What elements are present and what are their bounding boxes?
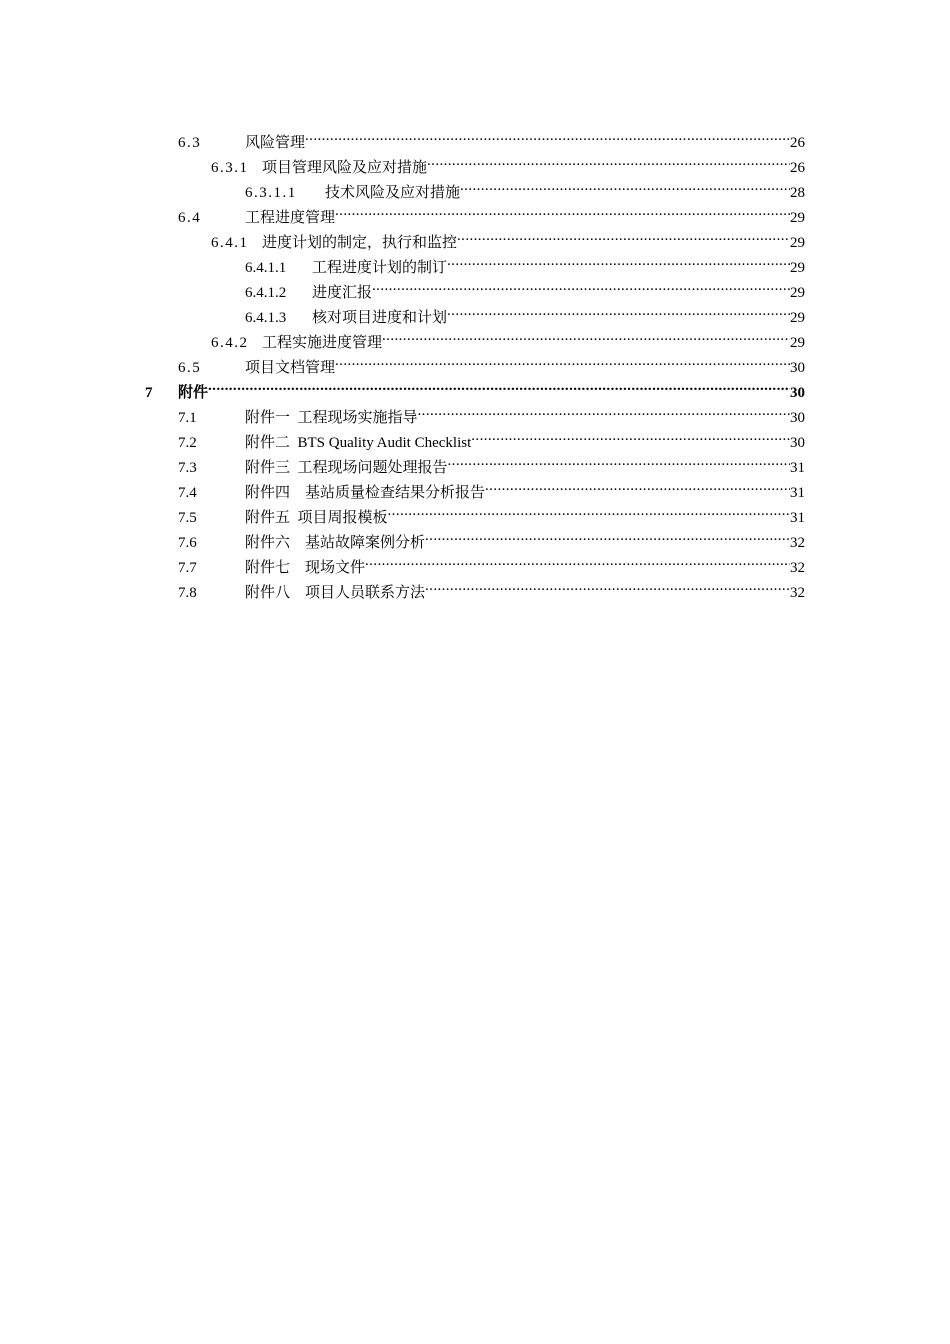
- toc-entry-page: 26: [790, 160, 805, 176]
- toc-entry-page: 30: [790, 385, 805, 401]
- toc-entry[interactable]: [178, 575, 805, 601]
- toc-dot-leader: [425, 575, 790, 597]
- toc-entry-title: 附件四 基站质量检查结果分析报告: [245, 485, 486, 501]
- toc-dot-leader: [365, 550, 790, 572]
- toc-dot-leader: [305, 125, 790, 147]
- toc-entry-page: 29: [790, 285, 805, 301]
- toc-entry-title: 附件八 项目人员联系方法: [245, 585, 426, 601]
- toc-entry-number: 7.6: [178, 535, 197, 551]
- toc-entry-number: 6.3.1: [211, 160, 249, 176]
- toc-entry-page: 31: [790, 485, 805, 501]
- toc-dot-leader: [335, 200, 790, 222]
- toc-dot-leader: [471, 425, 790, 447]
- toc-entry-title: 附件七 现场文件: [245, 560, 366, 576]
- toc-entry-page: 28: [790, 185, 805, 201]
- toc-entry-page: 30: [790, 435, 805, 451]
- toc-entry[interactable]: [211, 150, 805, 176]
- toc-entry-page: 32: [790, 560, 805, 576]
- toc-entry-number: 6.3.1.1: [245, 185, 297, 201]
- toc-dot-leader: [460, 175, 790, 197]
- toc-entry[interactable]: [245, 250, 805, 276]
- toc-dot-leader: [335, 350, 790, 372]
- toc-entry-number: 7.4: [178, 485, 197, 501]
- toc-entry-number: 7.3: [178, 460, 197, 476]
- toc-entry-number: 6.4.2: [211, 335, 249, 351]
- toc-entry-number: 7: [145, 385, 153, 401]
- toc-entry[interactable]: [178, 200, 805, 226]
- toc-entry-title: 附件五 项目周报模板: [245, 510, 388, 526]
- toc-entry-page: 29: [790, 335, 805, 351]
- toc-entry[interactable]: [178, 550, 805, 576]
- toc-entry-title: 工程进度管理: [245, 210, 336, 226]
- toc-entry-page: 29: [790, 210, 805, 226]
- toc-entry-title: 工程进度计划的制订: [312, 260, 448, 276]
- toc-entry-number: 7.2: [178, 435, 197, 451]
- toc-entry-number: 7.8: [178, 585, 197, 601]
- toc-entry-title: 技术风险及应对措施: [325, 185, 461, 201]
- toc-entry-title: 附件三 工程现场问题处理报告: [245, 460, 448, 476]
- toc-entry-number: 7.1: [178, 410, 197, 426]
- toc-dot-leader: [427, 150, 790, 172]
- toc-entry-page: 29: [790, 310, 805, 326]
- toc-dot-leader: [382, 325, 790, 347]
- toc-dot-leader: [388, 500, 790, 522]
- toc-dot-leader: [457, 225, 790, 247]
- toc-entry-page: 32: [790, 535, 805, 551]
- toc-entry-title: 进度计划的制定，执行和监控: [262, 235, 458, 251]
- toc-dot-leader: [448, 450, 790, 472]
- toc-dot-leader: [418, 400, 790, 422]
- toc-entry-page: 32: [790, 585, 805, 601]
- toc-entry-page: 29: [790, 260, 805, 276]
- toc-entry[interactable]: [178, 125, 805, 151]
- toc-dot-leader: [372, 275, 790, 297]
- toc-entry-number: 6.4: [178, 210, 202, 226]
- toc-entry-number: 6.4.1.1: [245, 260, 287, 276]
- toc-entry[interactable]: [245, 275, 805, 301]
- toc-entry-page: 30: [790, 360, 805, 376]
- toc-entry-page: 26: [790, 135, 805, 151]
- toc-entry-title: 附件六 基站故障案例分析: [245, 535, 426, 551]
- toc-entry-page: 30: [790, 410, 805, 426]
- toc-entry[interactable]: [178, 400, 805, 426]
- toc-entry-title: 进度汇报: [312, 285, 373, 301]
- toc-entry[interactable]: [178, 425, 805, 451]
- toc-entry-title: 附件二 BTS Quality Audit Checklist: [245, 435, 472, 451]
- toc-entry-title: 附件一 工程现场实施指导: [245, 410, 418, 426]
- toc-entry[interactable]: [178, 500, 805, 526]
- toc-entry[interactable]: [211, 225, 805, 251]
- toc-entry-title: 风险管理: [245, 135, 306, 151]
- toc-entry-title: 工程实施进度管理: [262, 335, 383, 351]
- toc-entry-number: 7.7: [178, 560, 197, 576]
- toc-entry[interactable]: [178, 450, 805, 476]
- toc-entry-page: 31: [790, 510, 805, 526]
- toc-entry-title: 附件: [178, 385, 209, 401]
- toc-entry-title: 核对项目进度和计划: [312, 310, 448, 326]
- toc-dot-leader: [447, 300, 790, 322]
- toc-entry[interactable]: [178, 525, 805, 551]
- toc-entry-number: 6.5: [178, 360, 202, 376]
- toc-entry-title: 项目管理风险及应对措施: [262, 160, 428, 176]
- toc-dot-leader: [485, 475, 790, 497]
- toc-entry[interactable]: [145, 375, 805, 401]
- toc-dot-leader: [208, 375, 790, 397]
- toc-entry[interactable]: [178, 475, 805, 501]
- toc-entry-number: 6.4.1.3: [245, 310, 287, 326]
- toc-entry-number: 6.4.1: [211, 235, 249, 251]
- toc-entry[interactable]: [245, 300, 805, 326]
- toc-entry[interactable]: [178, 350, 805, 376]
- toc-entry[interactable]: [245, 175, 805, 201]
- toc-entry-number: 6.3: [178, 135, 202, 151]
- toc-entry-number: 7.5: [178, 510, 197, 526]
- toc-entry-title: 项目文档管理: [245, 360, 336, 376]
- toc-entry-page: 29: [790, 235, 805, 251]
- toc-dot-leader: [447, 250, 790, 272]
- toc-entry[interactable]: [211, 325, 805, 351]
- toc-entry-number: 6.4.1.2: [245, 285, 287, 301]
- toc-dot-leader: [425, 525, 790, 547]
- toc-entry-page: 31: [790, 460, 805, 476]
